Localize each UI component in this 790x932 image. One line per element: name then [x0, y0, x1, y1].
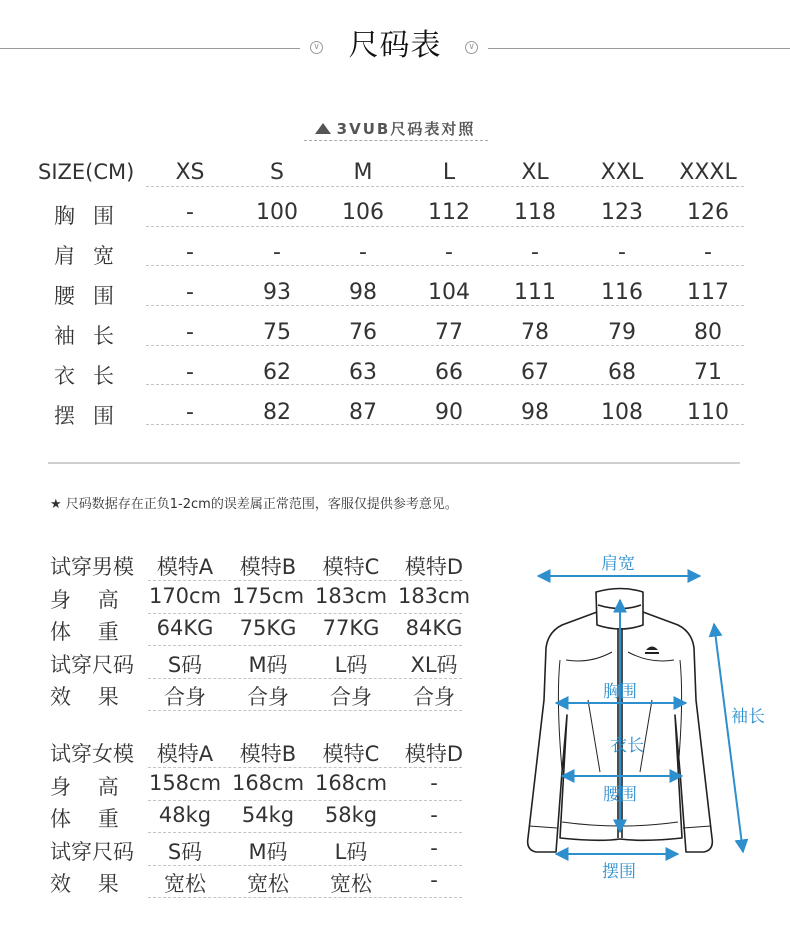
- row-separator: [148, 800, 462, 801]
- row-separator: [148, 580, 462, 581]
- row-separator: [146, 345, 744, 346]
- size-cell: 111: [514, 280, 556, 305]
- model-cell: 合身: [413, 685, 455, 709]
- size-cell: 78: [521, 320, 549, 345]
- row-separator: [148, 645, 462, 646]
- brand-logo: [645, 647, 659, 655]
- size-cell: -: [186, 200, 194, 225]
- model-cell: 48kg: [158, 803, 212, 827]
- row-separator: [148, 678, 462, 679]
- size-column-header: XL: [521, 160, 549, 185]
- size-cell: 82: [263, 400, 291, 425]
- size-table-corner: SIZE(CM): [38, 160, 135, 184]
- model-cell: L码: [334, 839, 368, 864]
- size-cell: 126: [687, 200, 729, 225]
- size-column-header: S: [270, 160, 284, 185]
- table-title: [0, 118, 790, 139]
- hem-label: 摆围: [602, 862, 636, 882]
- model-row-label: 效 果: [50, 685, 119, 709]
- model-cell: 175cm: [231, 583, 305, 608]
- shoulder-label: 肩宽: [601, 554, 635, 574]
- row-separator: [148, 767, 462, 768]
- model-row-label: 体 重: [50, 807, 119, 831]
- model-cell: M码: [248, 839, 288, 864]
- row-separator: [148, 710, 462, 711]
- row-separator: [146, 424, 744, 425]
- size-cell: 77: [435, 320, 463, 345]
- model-row-label: 试穿女模: [50, 742, 134, 766]
- chest-label: 胸围: [603, 682, 637, 702]
- model-cell: S码: [167, 652, 203, 677]
- size-cell: 108: [601, 400, 643, 425]
- size-cell: 93: [263, 280, 291, 305]
- model-cell: -: [430, 770, 438, 795]
- model-cell: 合身: [247, 685, 289, 709]
- size-cell: -: [186, 400, 194, 425]
- model-cell: 宽松: [164, 872, 206, 896]
- model-cell: M码: [248, 652, 288, 677]
- size-cell: 110: [687, 400, 729, 425]
- model-cell: 64KG: [156, 616, 214, 640]
- row-separator: [148, 865, 462, 866]
- row-separator: [146, 226, 744, 227]
- model-cell: 58kg: [324, 803, 378, 827]
- size-cell: 71: [694, 360, 722, 385]
- model-cell: 170cm: [148, 583, 222, 608]
- model-cell: 模特A: [156, 555, 214, 579]
- waist-label: 腰围: [603, 785, 637, 805]
- size-cell: 68: [608, 360, 636, 385]
- size-cell: 112: [428, 200, 470, 225]
- size-cell: -: [273, 240, 281, 265]
- size-cell: 87: [349, 400, 377, 425]
- model-row-label: 试穿男模: [50, 555, 134, 579]
- model-cell: 75KG: [239, 616, 297, 640]
- size-cell: 76: [349, 320, 377, 345]
- row-separator: [148, 897, 462, 898]
- size-cell: 116: [601, 280, 643, 305]
- row-separator: [148, 832, 462, 833]
- model-cell: 模特B: [239, 555, 297, 579]
- size-cell: 98: [349, 280, 377, 305]
- model-cell: -: [430, 803, 438, 827]
- size-cell: -: [186, 280, 194, 305]
- size-cell: 104: [428, 280, 470, 305]
- model-cell: 合身: [330, 685, 372, 709]
- table-title-underline: [304, 140, 488, 141]
- size-cell: 98: [521, 400, 549, 425]
- size-cell: -: [445, 240, 453, 265]
- row-separator: [146, 305, 744, 306]
- row-separator: [146, 384, 744, 385]
- row-separator: [146, 265, 744, 266]
- sleeve-arrow: [714, 624, 743, 852]
- size-cell: 123: [601, 200, 643, 225]
- model-cell: 模特B: [239, 742, 297, 766]
- model-cell: -: [430, 868, 438, 892]
- sleeve-label: 袖长: [731, 707, 765, 727]
- row-separator: [148, 613, 462, 614]
- model-row-label: 试穿尺码: [50, 652, 134, 677]
- size-cell: -: [186, 360, 194, 385]
- length-label: 衣长: [610, 736, 644, 756]
- size-cell: 118: [514, 200, 556, 225]
- size-cell: 75: [263, 320, 291, 345]
- size-cell: 80: [694, 320, 722, 345]
- size-cell: 79: [608, 320, 636, 345]
- size-cell: -: [186, 240, 194, 265]
- model-cell: 模特C: [322, 555, 380, 579]
- model-cell: 168cm: [314, 770, 388, 795]
- jacket-measurement-diagram: [500, 540, 790, 900]
- size-cell: 90: [435, 400, 463, 425]
- size-note: ★ 尺码数据存在正负1-2cm的误差属正常范围，客服仅提供参考意见。: [50, 497, 458, 512]
- size-cell: 106: [342, 200, 384, 225]
- row-separator: [146, 186, 744, 187]
- model-cell: 模特D: [404, 742, 464, 766]
- size-cell: 100: [256, 200, 298, 225]
- model-cell: 84KG: [405, 616, 463, 640]
- model-cell: 183cm: [314, 583, 388, 608]
- size-row-label: 肩宽: [54, 244, 132, 268]
- model-cell: S码: [167, 839, 203, 864]
- table-title-text: 3VUB尺码表对照: [336, 120, 476, 138]
- size-cell: 67: [521, 360, 549, 385]
- model-cell: 183cm: [397, 583, 471, 608]
- chevron-down-icon: ∨: [465, 41, 478, 54]
- model-cell: 宽松: [330, 872, 372, 896]
- size-cell: 66: [435, 360, 463, 385]
- chevron-down-icon: ∨: [310, 41, 323, 54]
- size-row-label: 袖长: [54, 324, 132, 348]
- size-row-label: 摆围: [54, 404, 132, 428]
- size-cell: -: [359, 240, 367, 265]
- model-row-label: 身 高: [50, 587, 119, 612]
- model-cell: 宽松: [247, 872, 289, 896]
- model-cell: 168cm: [231, 770, 305, 795]
- size-row-label: 腰围: [54, 284, 132, 308]
- model-cell: 158cm: [148, 770, 222, 795]
- model-cell: -: [430, 835, 438, 860]
- size-cell: 117: [687, 280, 729, 305]
- model-row-label: 体 重: [50, 620, 119, 644]
- page-title: 尺码表: [348, 28, 442, 63]
- model-cell: 模特A: [156, 742, 214, 766]
- divider: [48, 462, 740, 464]
- size-cell: 62: [263, 360, 291, 385]
- model-cell: 模特D: [404, 555, 464, 579]
- model-row-label: 效 果: [50, 872, 119, 896]
- model-row-label: 试穿尺码: [50, 839, 134, 864]
- model-cell: L码: [334, 652, 368, 677]
- header-rule-right: [488, 48, 790, 49]
- size-row-label: 胸围: [54, 204, 132, 228]
- size-column-header: L: [442, 160, 456, 185]
- size-column-header: M: [353, 160, 373, 185]
- size-cell: -: [531, 240, 539, 265]
- size-row-label: 衣长: [54, 364, 132, 388]
- triangle-icon: [315, 123, 331, 134]
- size-cell: -: [704, 240, 712, 265]
- size-cell: -: [186, 320, 194, 345]
- model-cell: 模特C: [322, 742, 380, 766]
- model-cell: 77KG: [322, 616, 380, 640]
- size-column-header: XXXL: [679, 160, 737, 185]
- model-row-label: 身 高: [50, 774, 119, 799]
- size-cell: 63: [349, 360, 377, 385]
- size-column-header: XS: [175, 160, 205, 185]
- size-column-header: XXL: [600, 160, 644, 185]
- size-cell: -: [618, 240, 626, 265]
- model-cell: 54kg: [241, 803, 295, 827]
- model-cell: XL码: [410, 652, 458, 677]
- model-cell: 合身: [164, 685, 206, 709]
